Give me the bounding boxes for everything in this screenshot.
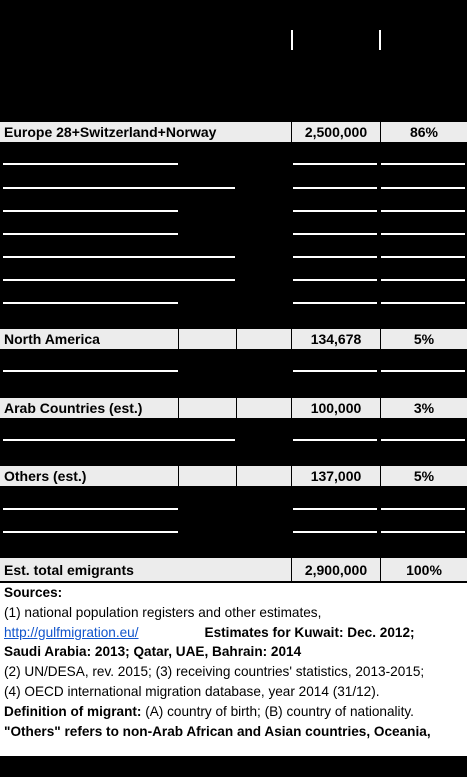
table-row-europe xyxy=(0,120,467,144)
source-line-3: Saudi Arabia: 2013; Qatar, UAE, Bahrain: 2014 xyxy=(4,644,302,660)
region-label: Others (est.) xyxy=(4,468,87,484)
region-label: North America xyxy=(4,331,100,347)
region-label: Europe 28+Switzerland+Norway xyxy=(4,124,217,140)
divider xyxy=(381,439,465,441)
table-row-arab-countries xyxy=(0,396,467,420)
source-line-1: (1) national population registers and other estimates, xyxy=(4,604,322,620)
divider xyxy=(3,439,235,441)
divider xyxy=(381,187,465,189)
empty-cell xyxy=(178,398,236,418)
empty-cell xyxy=(178,466,236,486)
divider xyxy=(3,302,178,304)
source-line-2 xyxy=(4,623,463,643)
emigrant-count: 137,000 xyxy=(291,466,380,486)
source-line-4: (2) UN/DESA, rev. 2015; (3) receiving countries' statistics, 2013-2015; xyxy=(4,664,425,680)
divider xyxy=(3,233,178,235)
divider xyxy=(3,508,178,510)
emigrant-count: 100,000 xyxy=(291,398,380,418)
share-percent: 5% xyxy=(380,329,467,349)
divider xyxy=(381,302,465,304)
share-percent: 3% xyxy=(380,398,467,418)
divider xyxy=(3,187,235,189)
divider xyxy=(381,508,465,510)
region-label: Arab Countries (est.) xyxy=(4,400,143,416)
table-row-total xyxy=(0,556,467,583)
empty-cell xyxy=(236,329,291,349)
definition-label: Definition of migrant: xyxy=(4,703,142,719)
region-label: Est. total emigrants xyxy=(4,561,134,578)
definition-line xyxy=(4,702,463,722)
divider xyxy=(381,531,465,533)
column-separator xyxy=(379,30,381,50)
empty-cell xyxy=(236,398,291,418)
divider xyxy=(381,163,465,165)
divider xyxy=(381,279,465,281)
divider xyxy=(293,187,377,189)
empty-cell xyxy=(236,466,291,486)
divider xyxy=(381,233,465,235)
table-row-others xyxy=(0,464,467,488)
definition-text: (A) country of birth; (B) country of nationality. xyxy=(141,703,414,719)
sources-heading: Sources: xyxy=(4,585,63,600)
divider xyxy=(293,302,377,304)
divider xyxy=(293,531,377,533)
divider xyxy=(293,508,377,510)
kuwait-estimate-note: Estimates for Kuwait: Dec. 2012; xyxy=(204,624,415,640)
divider xyxy=(293,210,377,212)
emigrant-count: 134,678 xyxy=(291,329,380,349)
divider xyxy=(381,210,465,212)
divider xyxy=(3,256,235,258)
source-line-5: (4) OECD international migration database, year 2014 (31/12). xyxy=(4,683,380,699)
divider xyxy=(293,256,377,258)
divider xyxy=(293,163,377,165)
divider xyxy=(3,370,178,372)
emigrant-count: 2,900,000 xyxy=(291,558,380,581)
table-row-north-america xyxy=(0,327,467,351)
sources-note xyxy=(0,583,467,756)
divider xyxy=(3,210,178,212)
divider xyxy=(381,370,465,372)
divider xyxy=(3,279,235,281)
empty-cell xyxy=(178,329,236,349)
divider xyxy=(3,531,178,533)
emigrant-count: 2,500,000 xyxy=(291,122,380,142)
divider xyxy=(3,163,178,165)
divider xyxy=(293,279,377,281)
others-note: "Others" refers to non-Arab African and Asian countries, Oceania, xyxy=(4,723,431,739)
share-percent: 86% xyxy=(380,122,467,142)
divider xyxy=(381,256,465,258)
divider xyxy=(293,370,377,372)
divider xyxy=(293,439,377,441)
column-separator xyxy=(291,30,293,50)
divider xyxy=(293,233,377,235)
share-percent: 100% xyxy=(380,558,467,581)
share-percent: 5% xyxy=(380,466,467,486)
source-link[interactable]: http://gulfmigration.eu/ xyxy=(4,624,139,640)
